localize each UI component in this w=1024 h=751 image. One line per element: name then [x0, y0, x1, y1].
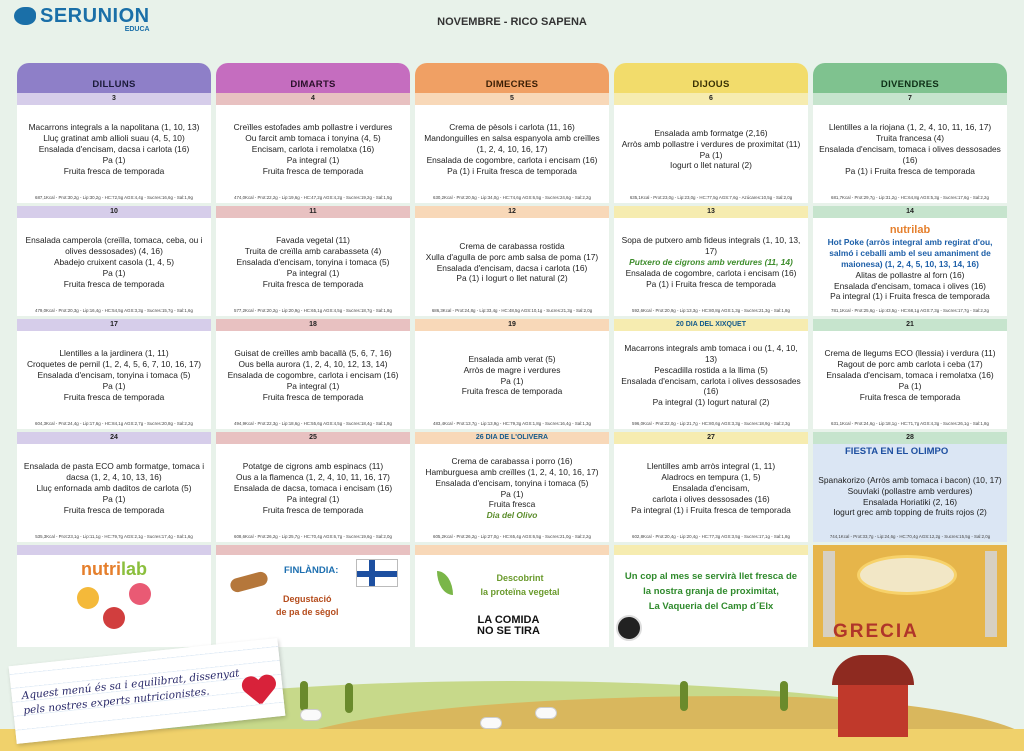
dish-item: Pa (1) — [102, 380, 126, 391]
menu-grid — [17, 93, 1009, 647]
dish-item: Crema de carabassa rostida — [459, 240, 565, 251]
day-number: 14 — [813, 206, 1007, 218]
dish-item: Fruita fresca de temporada — [63, 391, 165, 402]
day-cell — [614, 206, 808, 316]
dish-item: Fruita fresca de temporada — [262, 504, 364, 515]
dish-item: Ensalada de cogombre, carlota i encisam (16) — [426, 154, 598, 165]
dish-item: Lluç gratinat amb allioli suau (4, 5, 10) — [43, 133, 185, 144]
day-cell — [415, 206, 609, 316]
column-icon — [985, 551, 997, 637]
promo-protein — [415, 545, 609, 647]
dish-item: Ous a la flamenca (1, 2, 4, 10, 11, 16, 17) — [236, 472, 390, 483]
nutrition-info: 608,6Kcal - Prot:26,2g - Lip:25,7g - HC:70,4g AGS:6,7g - Sucres:19,6g - Sal:2,0g — [234, 534, 392, 539]
dish-item: Truita francesa (4) — [875, 133, 945, 144]
dish-item: carlota i olives dessosades (16) — [652, 493, 770, 504]
nutrition-info: 744,1Kcal - Prot:33,7g - Lip:24,6g - HC:70,4g AGS:12,2g - Sucres:15,5g - Sal:2,0g — [829, 534, 991, 539]
dish-list — [614, 444, 808, 533]
dish-item: Souvlaki (pollastre amb verdures) — [847, 485, 973, 496]
dish-list — [17, 444, 211, 533]
day-number: 19 — [415, 319, 609, 331]
dish-item: Pa integral (1) — [286, 267, 340, 278]
day-number: 21 — [813, 319, 1007, 331]
dish-item: Guisat de creïlles amb bacallà (5, 6, 7, 16) — [234, 348, 392, 359]
dish-item: Pa (1) — [898, 380, 922, 391]
day-cell — [813, 206, 1007, 316]
day-cell — [216, 206, 410, 316]
dish-list — [415, 105, 609, 194]
finland-subtitle: Degustació de pa de sègol — [276, 594, 339, 617]
plate-icon — [857, 555, 957, 595]
dish-item: Ensalada Horiatiki (2, 16) — [862, 496, 958, 507]
dish-item: Ensalada d'encisam, tonyina i tomaca (5) — [435, 477, 589, 488]
dish-item: Ensalada d'encisam, dacsa i carlota (16) — [38, 144, 190, 155]
nutrition-info: 474,0Kcal - Prot:22,2g - Lip:19,6g - HC:47,2g AGS:4,2g - Sucres:19,2g - Sal:1,5g — [234, 195, 392, 200]
day-cell — [216, 432, 410, 542]
nutrilab-logo: nutrilab — [889, 223, 931, 236]
day-number: 5 — [415, 93, 609, 105]
nutrition-info: 686,3Kcal - Prot:24,8g - Lip:33,4g - HC:48,5g AGS:10,1g - Sucres:21,3g - Sal:2,0g — [431, 308, 593, 313]
dish-list — [17, 218, 211, 307]
featured-dish: Hot Poke (arròs integral amb regirat d'ou, salmó i ceballi amb el seu amaniment de maionesa) (1, 2, 4, 5, 10, 13, 14, 16) — [827, 236, 993, 269]
dish-item: Pa (1) — [102, 267, 126, 278]
day-cell — [216, 319, 410, 429]
dish-item: Ensalada d'encisam, tomaca i olives dessosades (16) — [819, 144, 1001, 165]
dish-item: Pa (1) — [500, 488, 524, 499]
dish-item: Ensalada de cogombre, carlota i encisam (16) — [227, 370, 399, 381]
dish-item: Spanakorizo (Arròs amb tomaca i bacon) (10, 17) — [818, 474, 1002, 485]
day-number: 12 — [415, 206, 609, 218]
dish-item: Aladrocs en tempura (1, 5) — [661, 472, 761, 483]
dish-item: Pa (1) — [500, 375, 524, 386]
dish-item: Arròs de magre i verdures — [463, 364, 561, 375]
brain-icon — [77, 587, 99, 609]
dish-item: Ensalada d'encisam, tomaca i remolatxa (16) — [826, 370, 994, 381]
dish-list — [813, 218, 1007, 307]
nutrition-info: 494,9Kcal - Prot:22,3g - Lip:18,6g - HC:55,6g AGS:4,5g - Sucres:18,4g - Sal:1,8g — [234, 421, 392, 426]
dish-item: Crema de llegums ECO (llessia) i verdura (11) — [824, 348, 996, 359]
day-cell — [415, 319, 609, 429]
dish-item: Pa (1) i Fruita fresca de temporada — [447, 165, 577, 176]
promo-greece — [813, 545, 1007, 647]
dish-item: Pa integral (1) — [286, 154, 340, 165]
day-number: 17 — [17, 319, 211, 331]
nutrition-info: 577,2Kcal - Prot:20,2g - Lip:20,9g - HC:65,1g AGS:4,5g - Sucres:18,7g - Sal:1,8g — [234, 308, 392, 313]
dish-item: Creïlles estofades amb pollastre i verdures — [233, 122, 393, 133]
promo-nutrilab — [17, 545, 211, 647]
dish-list — [415, 218, 609, 307]
day-number: 11 — [216, 206, 410, 218]
day-header-friday: DIVENDRES — [813, 63, 1007, 93]
dish-item: Ensalada d'encisam, carlota i olives dessosades (16) — [621, 375, 801, 397]
day-cell — [415, 93, 609, 203]
promo-row — [17, 545, 1009, 647]
brand-name: SERUNION — [40, 5, 150, 27]
day-header-monday: DILLUNS — [17, 63, 211, 93]
dish-list — [17, 105, 211, 194]
week-row — [17, 319, 1009, 429]
day-cell — [813, 319, 1007, 429]
barn-icon — [838, 677, 908, 737]
nutrition-info: 592,6Kcal - Prot:20,9g - Lip:13,3g - HC:80,8g AGS:1,3g - Sucres:21,3g - Sal:1,8g — [632, 308, 790, 313]
dish-item: Abadejo cruixent casola (1, 4, 5) — [53, 257, 175, 268]
dish-list — [216, 105, 410, 194]
comida-logo: LA COMIDA NO SE TIRA — [477, 614, 540, 637]
olive-day-stamp: Dia del Olivo — [486, 510, 538, 521]
day-cell — [17, 93, 211, 203]
day-cell — [17, 319, 211, 429]
nutrition-info: 604,3Kcal - Prot:24,4g - Lip:17,6g - HC:84,1g AGS:2,7g - Sucres:20,8g - Sal:2,2g — [35, 421, 193, 426]
day-cell — [813, 93, 1007, 203]
dish-item: Ensalada amb verat (5) — [468, 353, 556, 364]
nutrition-info: 535,3Kcal - Prot:23,1g - Lip:11,1g - HC:79,7g AGS:2,1g - Sucres:17,4g - Sal:1,6g — [35, 534, 193, 539]
event-title: FIESTA EN EL OLIMPO — [845, 446, 949, 457]
dish-item: Ensalada d'encisam, dacsa i carlota (16) — [436, 262, 588, 273]
dish-item: Ou farcit amb tomaca i tonyina (4, 5) — [245, 133, 381, 144]
dish-list — [813, 460, 1007, 533]
nutrition-info: 596,0Kcal - Prot:22,0g - Lip:21,7g - HC:80,6g AGS:3,3g - Sucres:18,9g - Sal:2,3g — [632, 421, 790, 426]
dish-item: Encisam, carlota i remolatxa (16) — [251, 144, 375, 155]
dish-list — [216, 331, 410, 420]
day-header-wednesday: DIMECRES — [415, 63, 609, 93]
dish-item: Fruita fresca — [488, 499, 536, 510]
nutrition-info: 781,1Kcal - Prot:25,6g - Lip:43,5g - HC:68,1g AGS:7,3g - Sucres:17,7g - Sal:2,2g — [831, 308, 989, 313]
nutrition-info: 479,0Kcal - Prot:20,3g - Lip:16,4g - HC:54,5g AGS:3,3g - Sucres:15,7g - Sal:1,6g — [35, 308, 193, 313]
dish-list — [415, 331, 609, 420]
nutrilab-logo: nutrilab — [80, 559, 147, 579]
day-number: 13 — [614, 206, 808, 218]
temple-illustration — [813, 545, 1007, 647]
dish-item: Macarrons integrals a la napolitana (1, 10, 13) — [28, 122, 200, 133]
dish-item: Ensalada d'encisam, tonyina i tomaca (5) — [236, 257, 390, 268]
dish-item: Pa integral (1) i Fruita fresca de temporada — [631, 504, 791, 515]
bread-icon — [229, 570, 269, 593]
day-cell — [614, 93, 808, 203]
featured-dish: Putxero de cigrons amb verdures (11, 14) — [629, 257, 793, 268]
dish-item: Fruita fresca de temporada — [63, 278, 165, 289]
dish-list — [216, 218, 410, 307]
stomach-icon — [103, 607, 125, 629]
dish-item: Llentilles amb arròs integral (1, 11) — [646, 461, 776, 472]
brand-sub: EDUCA — [124, 26, 150, 33]
day-number: 26 DIA DE L'OLIVERA — [415, 432, 609, 444]
day-number: 4 — [216, 93, 410, 105]
dish-item: Ensalada camperola (creïlla, tomaca, ceba, ou i olives dessosades) (4, 16) — [25, 235, 203, 257]
nutrition-info: 602,8Kcal - Prot:20,4g - Lip:20,4g - HC:77,3g AGS:3,5g - Sucres:17,1g - Sal:1,8g — [632, 534, 790, 539]
dish-list — [216, 444, 410, 533]
dish-item: Ensalada d'encisam, tomaca i olives (16) — [834, 280, 986, 291]
dish-item: Ensalada de pasta ECO amb formatge, tomaca i dacsa (1, 2, 4, 10, 13, 16) — [23, 461, 205, 483]
dish-item: Pa (1) i Iogurt o llet natural (2) — [456, 273, 568, 284]
dish-item: Pa (1) — [102, 154, 126, 165]
note-text: Aquest menú és sa i equilibrat, dissenyat pels nostres experts nutricionistes. — [21, 667, 241, 718]
dish-item: Lluç enfornada amb daditos de carlota (5) — [36, 483, 192, 494]
day-number: 27 — [614, 432, 808, 444]
day-number: 20 DIA DEL XIXQUET — [614, 319, 808, 331]
day-number: 3 — [17, 93, 211, 105]
dish-item: Pa integral (1) — [286, 380, 340, 391]
week-row — [17, 432, 1009, 542]
day-cell — [17, 206, 211, 316]
dish-item: Xulla d'agulla de porc amb salsa de poma (17) — [425, 251, 599, 262]
dish-item: Pescadilla rostida a la llima (5) — [654, 364, 768, 375]
milk-text: Un cop al mes se servirà llet fresca de la nostra granja de proximitat, La Vaqueria del Camp d´Elx — [624, 571, 798, 613]
dish-item: Ensalada de dacsa, tomaca i encisam (16) — [233, 483, 393, 494]
day-cell — [813, 432, 1007, 542]
dish-item: Pa (1) — [102, 493, 126, 504]
nutrition-info: 681,7Kcal - Prot:29,7g - Lip:31,2g - HC:64,8g AGS:5,3g - Sucres:17,6g - Sal:2,2g — [831, 195, 989, 200]
day-number: 10 — [17, 206, 211, 218]
dish-item: Pa (1) i Fruita fresca de temporada — [646, 278, 776, 289]
dish-list — [614, 331, 808, 420]
dish-item: Iogurt grec amb topping de fruits rojos (2) — [833, 507, 987, 518]
week-row — [17, 93, 1009, 203]
promo-milk — [614, 545, 808, 647]
day-header-thursday: DIJOUS — [614, 63, 808, 93]
day-number: 6 — [614, 93, 808, 105]
dish-item: Potatge de cigrons amb espinacs (11) — [242, 461, 384, 472]
dish-item: Crema de pèsols i carlota (11, 16) — [449, 122, 575, 133]
day-cell — [216, 93, 410, 203]
nutrition-info: 635,1Kcal - Prot:23,0g - Lip:23,0g - HC:77,5g AGS:7,6g - Azúcares:10,5g - Sal:2,0g — [629, 195, 793, 200]
dish-item: Pa (1) — [699, 149, 723, 160]
dish-item: Favada vegetal (11) — [276, 235, 350, 246]
greece-label: GRECIA — [833, 621, 919, 642]
day-number: 24 — [17, 432, 211, 444]
dish-item: Crema de carabassa i porro (16) — [451, 455, 573, 466]
dish-item: Hamburguesa amb creïlles (1, 2, 4, 10, 16, 17) — [425, 466, 599, 477]
dish-item: Llentilles a la jardinera (1, 11) — [59, 348, 169, 359]
dish-item: Fruita fresca de temporada — [262, 391, 364, 402]
day-number: 25 — [216, 432, 410, 444]
dish-item: Ensalada de cogombre, carlota i encisam (16) — [625, 267, 797, 278]
dish-list — [813, 331, 1007, 420]
nutrition-info: 630,2Kcal - Prot:20,5g - Lip:34,0g - HC:74,6g AGS:6,5g - Sucres:24,6g - Sal:2,2g — [433, 195, 591, 200]
dish-list — [614, 218, 808, 307]
promo-finland — [216, 545, 410, 647]
dish-item: Pa integral (1) Iogurt natural (2) — [652, 397, 770, 408]
dish-item: Ensalada d'encisam, — [672, 483, 750, 494]
vaqueria-logo-icon — [616, 615, 642, 641]
day-cell — [17, 432, 211, 542]
day-cell — [415, 432, 609, 542]
dish-item: Iogurt o llet natural (2) — [670, 160, 752, 171]
day-cell — [614, 432, 808, 542]
dish-item: Arròs amb pollastre i verdures de proximitat (11) — [621, 138, 801, 149]
dish-list — [17, 331, 211, 420]
dish-item: Fruita fresca de temporada — [262, 165, 364, 176]
nutrition-info: 687,1Kcal - Prot:30,2g - Lip:30,2g - HC:72,5g AGS:4,4g - Sucres:16,6g - Sal:1,9g — [35, 195, 193, 200]
dish-list — [813, 105, 1007, 194]
dish-item: Pa integral (1) — [286, 493, 340, 504]
dish-item: Llentilles a la riojana (1, 2, 4, 10, 11, 16, 17) — [828, 122, 992, 133]
finland-flag-icon — [356, 559, 398, 587]
dish-item: Fruita fresca de temporada — [63, 504, 165, 515]
nutrition-info: 605,2Kcal - Prot:26,2g - Lip:27,0g - HC:65,4g AGS:6,5g - Sucres:21,0g - Sal:2,2g — [433, 534, 591, 539]
day-number: 18 — [216, 319, 410, 331]
dish-item: Ensalada d'encisam, tonyina i tomaca (5) — [37, 370, 191, 381]
dish-list — [415, 444, 609, 533]
dish-item: Truita de creïlla amb carabasseta (4) — [244, 246, 382, 257]
dish-item: Pa (1) i Fruita fresca de temporada — [845, 165, 975, 176]
day-number: 28 — [813, 432, 1007, 444]
week-row — [17, 206, 1009, 316]
day-number: 7 — [813, 93, 1007, 105]
page-title: NOVEMBRE - RICO SAPENA — [437, 16, 587, 28]
dish-item: Croquetes de pernil (1, 2, 4, 5, 6, 7, 10, 16, 17) — [26, 359, 202, 370]
nutrition-info: 631,1Kcal - Prot:24,6g - Lip:18,1g - HC:71,7g AGS:4,3g - Sucres:26,1g - Sal:1,8g — [831, 421, 989, 426]
day-headers — [17, 63, 1009, 93]
dish-item: Ous bella aurora (1, 2, 4, 10, 12, 13, 14) — [238, 359, 388, 370]
day-cell — [614, 319, 808, 429]
dish-item: Ragout de porc amb carlota i ceba (17) — [837, 359, 983, 370]
nutrition-info: 483,4Kcal - Prot:13,7g - Lip:13,9g - HC:79,3g AGS:1,8g - Sucres:16,4g - Sal:1,3g — [433, 421, 591, 426]
dish-item: Ensalada amb formatge (2,16) — [654, 127, 768, 138]
dish-item: Fruita fresca de temporada — [859, 391, 961, 402]
dish-item: Alitas de pollastre al forn (16) — [855, 269, 965, 280]
dish-item: Pa integral (1) i Fruita fresca de temporada — [830, 291, 990, 302]
dish-item: Sopa de putxero amb fideus integrals (1, 10, 13, 17) — [621, 235, 801, 257]
dish-list — [614, 105, 808, 194]
dish-item: Macarrons integrals amb tomaca i ou (1, 4, 10, 13) — [624, 342, 798, 364]
day-header-tuesday: DIMARTS — [216, 63, 410, 93]
dish-item: Fruita fresca de temporada — [262, 278, 364, 289]
protein-title: Descobrint la proteïna vegetal — [480, 573, 560, 598]
dish-item: Mandonguilles en salsa espanyola amb creïlles (1, 2, 4, 10, 16, 17) — [424, 133, 600, 155]
heart-icon — [241, 675, 278, 708]
finland-title: FINLÀNDIA: — [284, 565, 339, 576]
dish-item: Fruita fresca de temporada — [461, 386, 563, 397]
heart-character-icon — [129, 583, 151, 605]
dish-item: Fruita fresca de temporada — [63, 165, 165, 176]
leaf-icon — [437, 571, 453, 595]
